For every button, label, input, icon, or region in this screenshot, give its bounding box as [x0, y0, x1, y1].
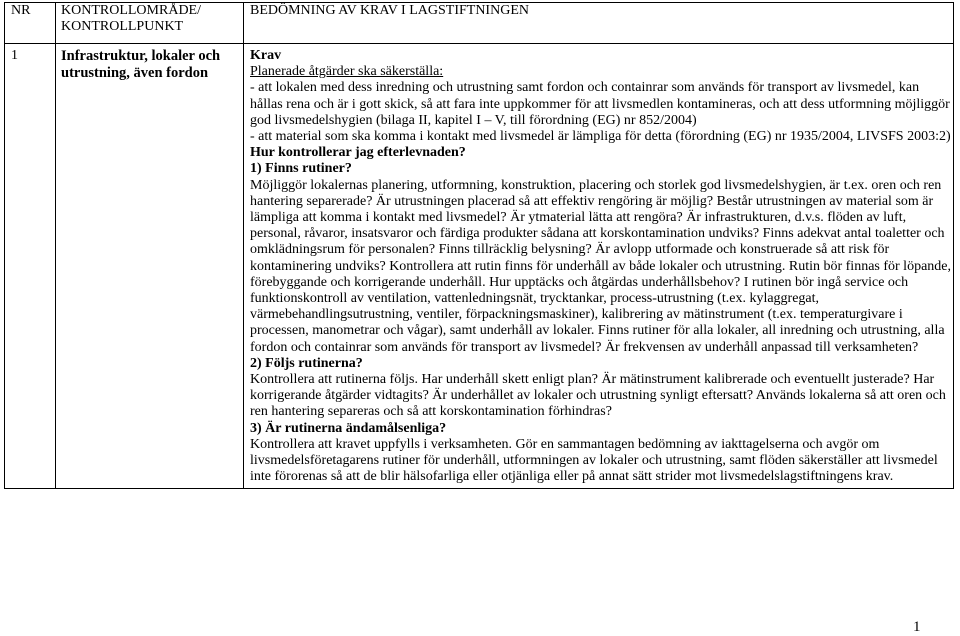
krav-heading: Krav [250, 48, 282, 63]
row-control-area [56, 44, 244, 489]
requirement-bullet-2: - att material som ska komma i kontakt med livsmedel är lämpliga för detta (förordning (EG) nr 1935/2004, LIVSFS 2003:2) [250, 129, 951, 145]
assessment-table [4, 2, 954, 489]
table-header-row [5, 3, 954, 44]
planned-measures-heading: Planerade åtgärder ska säkerställa: [250, 64, 444, 80]
question-3-text: Kontrollera att kravet uppfylls i verksamheten. Gör en sammantagen bedömning av iakttagelserna och avgör om livsmedelsföretagarens rutiner för underhåll, utformningen av lokaler och utrustning, samt flöden säkerställer att livsmedel inte förorenas så att de blir hälsofarliga eller otjänliga eller på annat sätt strider mot livsmedelslagstiftningens krav. [250, 436, 938, 485]
row-assessment [244, 44, 954, 489]
question-2-heading: 2) Följs rutinerna? [250, 355, 363, 371]
how-to-check-heading: Hur kontrollerar jag efterlevnaden? [250, 145, 466, 161]
page-number: 1 [913, 619, 921, 635]
question-1-text: Möjliggör lokalernas planering, utformning, konstruktion, placering och storlek god livsmedelshygien, är t.ex. oren och ren hantering separerade? Är utrustningen placerad så att effektiv rengöring är möjlig? Består utrustningen av material som är lämpliga att komma i kontakt med livsmedel? Är ytmaterial lätta att rengöra? Är infrastrukturen, d.v.s. flöden av luft, personal, råvaror, insatsvaror och färdiga produkter sådana att korskontamination undviks? Finns adekvat antal toaletter och omklädningsrum för personalen? Finns tillräcklig belysning? Är avlopp utformade och konstruerade så att risk för kontaminering undviks? Kontrollera att rutin finns för underhåll av både lokaler och utrustning. Rutin bör finnas för löpande, förebyggande och korrigerande underhåll. Hur upptäcks och åtgärdas underhållsbehov? I rutinen bör ingå service och funktionskontroll av ventilation, vattenledningsnät, trycktankar, process-utrustning (t.ex. kylaggregat, värmebehandlingsutrustning, ventiler, förpackningsmaskiner), kalibrering av mätinstrument (t.ex. temperaturgivare i processen, manometrar och vågar), samt underhåll av lokaler. Finns rutiner för alla lokaler, all inredning och utrustning, alla fordon och containrar som används för transport av livsmedel? Är frekvensen av underhåll anpassad till verksamheten? [250, 177, 951, 355]
question-1-heading: 1) Finns rutiner? [250, 161, 352, 177]
table-row [5, 44, 954, 489]
header-assessment: BEDÖMNING AV KRAV I LAGSTIFTNINGEN [244, 3, 954, 44]
question-2-text: Kontrollera att rutinerna följs. Har underhåll skett enligt plan? Är mätinstrument kalibrerade och eventuellt justerade? Har korrigerande åtgärder vidtagits? Är underhållet av lokaler och utrustning synligt eftersatt? Används lokalerna så att oren och ren hantering separeras och så att korskontamination förhindras? [250, 372, 946, 420]
header-nr: NR [5, 3, 56, 44]
requirement-bullet-1: - att lokalen med dess inredning och utrustning samt fordon och containrar som används för transport av livsmedel, kan hållas rena och är i gott skick, så att fara inte uppkommer för att livsmedlen kontamineras, och att dess utformning möjliggör god livsmedelshygien (bilaga II, kapitel I – V, till förordning (EG) nr 852/2004) [250, 80, 950, 128]
question-3-heading: 3) Är rutinerna ändamålsenliga? [250, 420, 447, 436]
row-number: 1 [5, 44, 56, 489]
control-area-text: Infrastruktur, lokaler och utrustning, även fordon [61, 48, 221, 81]
header-control-area: KONTROLLOMRÅDE/ KONTROLLPUNKT [56, 3, 244, 44]
